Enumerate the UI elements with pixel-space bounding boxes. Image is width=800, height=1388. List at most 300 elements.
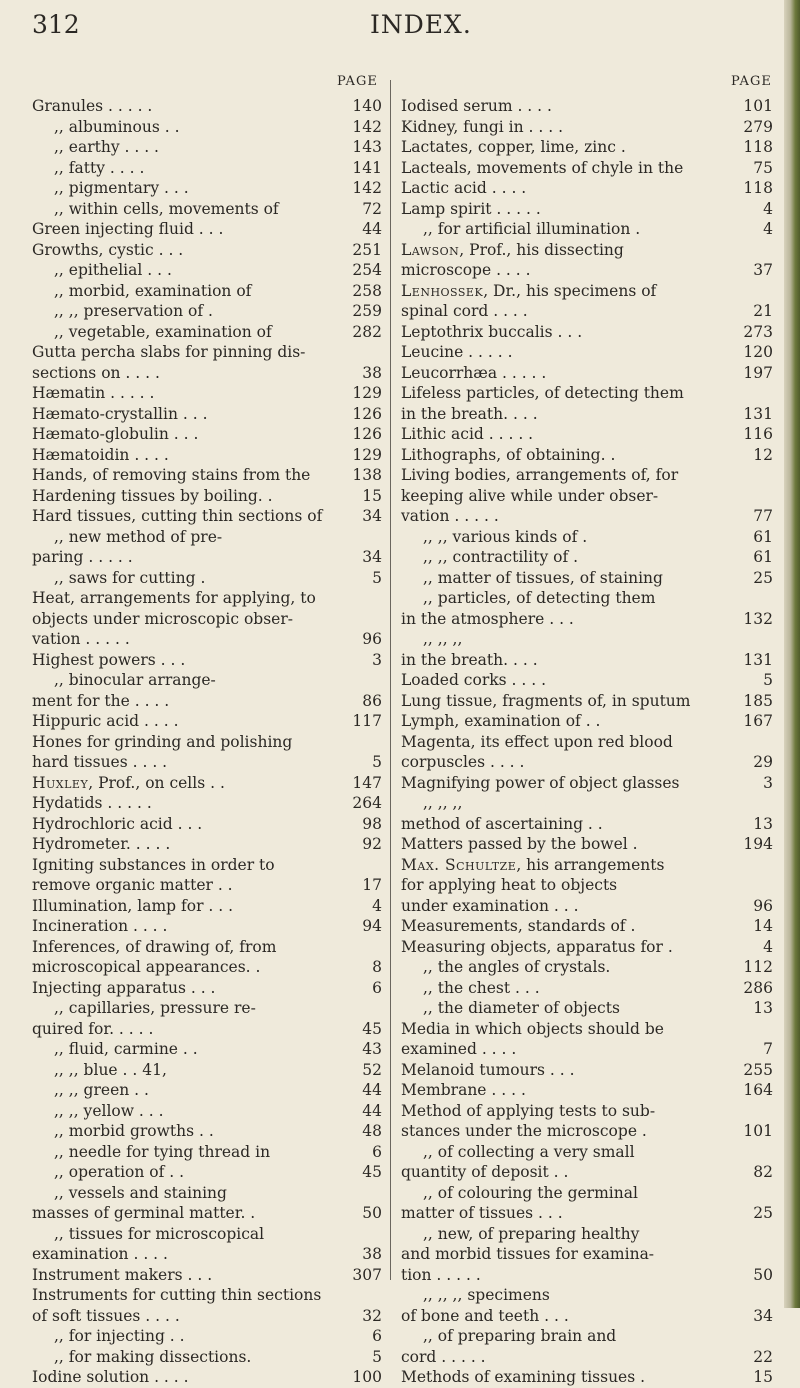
entry-text: ,, vessels and staining [54, 1183, 227, 1202]
index-entry [401, 178, 773, 199]
entry-text: ,, binocular arrange- [54, 671, 216, 689]
entry-page-number: 45 [362, 1019, 382, 1038]
entry-page-number: 48 [362, 1122, 382, 1140]
entry-page-number: 96 [753, 896, 773, 915]
index-entry [32, 158, 382, 179]
entry-page-number: 32 [362, 1306, 382, 1325]
index-entry [32, 1101, 382, 1122]
entry-text: masses of germinal matter. . [32, 1204, 256, 1222]
entry-text: keeping alive while under obser- [401, 486, 659, 505]
index-entry [401, 937, 773, 958]
index-entry [32, 486, 382, 507]
entry-text: Incineration . . . . [32, 917, 168, 935]
entry-text: ,, ,, various kinds of . [423, 527, 588, 546]
entry-page-number: 50 [753, 1265, 773, 1284]
entry-text: Leptothrix buccalis . . . [401, 322, 583, 341]
index-entry [32, 629, 382, 650]
index-entry [401, 691, 773, 712]
entry-page-number: 100 [352, 1368, 382, 1386]
index-entry [32, 773, 382, 794]
index-entry [32, 1367, 382, 1388]
entry-text: ,, of collecting a very small [423, 1142, 635, 1161]
entry-text: Lactates, copper, lime, zinc . [401, 138, 626, 156]
index-entry [401, 978, 773, 999]
entry-page-number: 44 [362, 220, 382, 238]
index-entry [401, 1101, 773, 1122]
entry-text: Hydatids . . . . . [32, 794, 152, 812]
index-entry [401, 240, 773, 261]
entry-text: Igniting substances in order to [32, 855, 275, 874]
entry-text: tion . . . . . [401, 1265, 481, 1284]
entry-page-number: 6 [372, 1142, 382, 1161]
entry-text: Hydrochloric acid . . . [32, 814, 203, 833]
index-entry [401, 875, 773, 896]
entry-text: Lithographs, of obtaining. . [401, 445, 616, 464]
index-entry [32, 568, 382, 589]
entry-text: ,, ,, contractility of . [423, 548, 579, 566]
index-entry [32, 1326, 382, 1347]
index-entry [32, 1265, 382, 1286]
index-entry [32, 219, 382, 240]
entry-text: examined . . . . [401, 1040, 517, 1058]
index-entry [32, 527, 382, 548]
entry-text: Lenhossek, Dr., his specimens of [401, 281, 657, 300]
entry-page-number: 5 [372, 753, 382, 771]
index-entry [401, 650, 773, 671]
index-entry [32, 445, 382, 466]
entry-text: Iodine solution . . . . [32, 1368, 189, 1386]
entry-page-number: 94 [362, 917, 382, 935]
index-entry [32, 896, 382, 917]
page-column-label: PAGE [337, 74, 378, 89]
entry-text: ,, for making dissections. [54, 1347, 252, 1366]
entry-text: method of ascertaining . . [401, 814, 603, 833]
entry-text: Lung tissue, fragments of, in sputum [401, 691, 691, 710]
index-entry [401, 1142, 773, 1163]
entry-page-number: 50 [362, 1204, 382, 1222]
entry-page-number: 38 [362, 1245, 382, 1263]
index-entry [401, 1265, 773, 1286]
entry-text: Matters passed by the bowel . [401, 835, 638, 853]
entry-page-number: 116 [743, 425, 773, 443]
entry-text: ,, needle for tying thread in [54, 1142, 271, 1161]
entry-text: ,, new, of preparing healthy [423, 1224, 640, 1243]
entry-text: ,, the chest . . . [423, 978, 540, 997]
index-entry [32, 465, 382, 486]
index-entry [401, 383, 773, 404]
entry-text: Measuring objects, apparatus for . [401, 937, 673, 956]
entry-page-number: 138 [352, 466, 382, 484]
entry-page-number: 98 [362, 814, 382, 833]
index-entry [32, 137, 382, 158]
entry-page-number: 61 [753, 548, 773, 566]
entry-text: Inferences, of drawing of, from [32, 937, 277, 956]
entry-text: Lawson, Prof., his dissecting [401, 240, 624, 259]
entry-page-number: 255 [743, 1060, 773, 1079]
entry-text: for applying heat to objects [401, 876, 618, 894]
column-divider [390, 80, 391, 1280]
entry-page-number: 34 [362, 507, 382, 525]
index-entry [32, 1203, 382, 1224]
entry-text: ,, tissues for microscopical [54, 1224, 265, 1243]
right-entry-list [401, 96, 773, 1388]
index-entry [32, 937, 382, 958]
entry-text: Leucine . . . . . [401, 343, 513, 361]
index-entry [32, 240, 382, 261]
index-entry [401, 1121, 773, 1142]
entry-text: Media in which objects should be [401, 1019, 664, 1038]
entry-page-number: 118 [743, 138, 773, 156]
entry-page-number: 14 [753, 917, 773, 935]
entry-text: Huxley, Prof., on cells . . [32, 773, 225, 792]
entry-page-number: 61 [753, 527, 773, 546]
entry-text: ,, of preparing brain and [423, 1327, 617, 1345]
entry-text: ,, epithelial . . . [54, 261, 172, 279]
entry-text: in the breath. . . . [401, 650, 538, 669]
entry-page-number: 8 [372, 958, 382, 976]
index-entry [401, 424, 773, 445]
entry-page-number: 52 [362, 1060, 382, 1079]
index-entry [32, 875, 382, 896]
index-entry [401, 1060, 773, 1081]
index-entry [401, 1347, 773, 1368]
index-entry [401, 670, 773, 691]
index-entry [32, 609, 382, 630]
index-entry [32, 1285, 382, 1306]
entry-page-number: 7 [763, 1040, 773, 1058]
entry-page-number: 120 [743, 343, 773, 361]
index-entry [401, 793, 773, 814]
entry-page-number: 147 [352, 773, 382, 792]
entry-page-number: 167 [743, 712, 773, 730]
index-entry [32, 752, 382, 773]
entry-text: ,, operation of . . [54, 1163, 185, 1181]
index-entry [401, 609, 773, 630]
index-entry [32, 424, 382, 445]
index-entry [401, 568, 773, 589]
entry-text: Max. Schultze, his arrangements [401, 855, 665, 874]
index-entry [32, 670, 382, 691]
entry-text: ,, vegetable, examination of [54, 322, 272, 341]
index-entry [32, 916, 382, 937]
index-entry [401, 445, 773, 466]
entry-text: Method of applying tests to sub- [401, 1101, 656, 1120]
index-entry [401, 547, 773, 568]
index-entry [401, 1183, 773, 1204]
entry-text: ,, ,, green . . [54, 1081, 149, 1099]
entry-page-number: 264 [352, 794, 382, 812]
entry-page-number: 286 [743, 978, 773, 997]
entry-text: Highest powers . . . [32, 650, 186, 669]
entry-text: ,, the diameter of objects [423, 999, 620, 1017]
index-entry [401, 486, 773, 507]
entry-text: stances under the microscope . [401, 1122, 647, 1140]
entry-page-number: 13 [753, 814, 773, 833]
entry-text: Hones for grinding and polishing [32, 732, 293, 751]
entry-page-number: 185 [743, 691, 773, 710]
entry-text: in the atmosphere . . . [401, 609, 574, 628]
index-entry [401, 1367, 773, 1388]
index-entry [401, 404, 773, 425]
entry-text: ,, ,, yellow . . . [54, 1101, 164, 1120]
index-entry [32, 732, 382, 753]
entry-page-number: 21 [753, 302, 773, 320]
entry-text: ,, particles, of detecting them [423, 589, 656, 607]
entry-page-number: 34 [362, 548, 382, 566]
entry-text: Instruments for cutting thin sections [32, 1286, 322, 1304]
entry-page-number: 142 [352, 117, 382, 136]
entry-page-number: 140 [352, 97, 382, 115]
index-entry [401, 322, 773, 343]
entry-text: of bone and teeth . . . [401, 1306, 569, 1325]
entry-page-number: 194 [743, 835, 773, 853]
entry-text: of soft tissues . . . . [32, 1306, 180, 1325]
entry-text: in the breath. . . . [401, 404, 538, 423]
entry-page-number: 129 [352, 445, 382, 464]
entry-text: quantity of deposit . . [401, 1163, 569, 1181]
page-number: 312 [32, 10, 80, 39]
entry-text: paring . . . . . [32, 548, 133, 566]
entry-text: Hard tissues, cutting thin sections of [32, 507, 323, 525]
entry-text: Lifeless particles, of detecting them [401, 384, 684, 402]
index-entry [32, 793, 382, 814]
entry-page-number: 17 [362, 876, 382, 894]
entry-page-number: 4 [372, 896, 382, 915]
entry-text: Hæmatin . . . . . [32, 384, 155, 402]
index-entry [401, 711, 773, 732]
entry-text: ,, fatty . . . . [54, 158, 145, 177]
entry-page-number: 197 [743, 363, 773, 382]
entry-text: Kidney, fungi in . . . . [401, 117, 564, 136]
index-entry [32, 978, 382, 999]
entry-text: under examination . . . [401, 896, 579, 915]
entry-text: Hands, of removing stains from the [32, 466, 311, 484]
entry-text: vation . . . . . [401, 507, 499, 525]
entry-page-number: 118 [743, 179, 773, 197]
entry-text: sections on . . . . [32, 363, 160, 382]
entry-page-number: 86 [362, 691, 382, 710]
entry-text: Lactic acid . . . . [401, 179, 527, 197]
index-entry [32, 1306, 382, 1327]
entry-page-number: 5 [372, 568, 382, 587]
index-entry [401, 752, 773, 773]
entry-page-number: 29 [753, 753, 773, 771]
entry-page-number: 44 [362, 1081, 382, 1099]
entry-text: Heat, arrangements for applying, to [32, 589, 316, 607]
index-entry [401, 1326, 773, 1347]
entry-text: ,, ,, ,, [423, 630, 463, 648]
index-entry [401, 219, 773, 240]
entry-text: ,, ,, ,, specimens [423, 1286, 550, 1304]
entry-text: examination . . . . [32, 1245, 168, 1263]
entry-text: ,, matter of tissues, of staining [423, 568, 663, 587]
entry-text: objects under microscopic obser- [32, 609, 293, 628]
entry-page-number: 101 [743, 1122, 773, 1140]
entry-page-number: 3 [372, 650, 382, 669]
entry-text: Loaded corks . . . . [401, 671, 546, 689]
entry-page-number: 44 [362, 1101, 382, 1120]
index-entry [32, 1347, 382, 1368]
entry-page-number: 34 [753, 1306, 773, 1325]
index-entry [401, 527, 773, 548]
entry-text: ,, fluid, carmine . . [54, 1040, 198, 1058]
entry-page-number: 126 [352, 404, 382, 423]
index-entry [401, 1019, 773, 1040]
index-entry [401, 260, 773, 281]
entry-text: corpuscles . . . . [401, 753, 525, 771]
index-entry [32, 301, 382, 322]
entry-page-number: 164 [743, 1081, 773, 1099]
entry-page-number: 131 [743, 404, 773, 423]
index-entry [32, 691, 382, 712]
entry-page-number: 25 [753, 568, 773, 587]
entry-page-number: 112 [743, 958, 773, 976]
index-entry [32, 1183, 382, 1204]
entry-page-number: 43 [362, 1040, 382, 1058]
entry-page-number: 142 [352, 179, 382, 197]
index-entry [401, 629, 773, 650]
index-entry [401, 117, 773, 138]
entry-text: ,, of colouring the germinal [423, 1183, 638, 1202]
entry-text: Lamp spirit . . . . . [401, 199, 541, 218]
index-entry [32, 1224, 382, 1245]
index-entry [401, 281, 773, 302]
entry-page-number: 96 [362, 630, 382, 648]
index-entry [32, 1162, 382, 1183]
entry-page-number: 22 [753, 1347, 773, 1366]
entry-page-number: 45 [362, 1163, 382, 1181]
entry-text: ,, within cells, movements of [54, 199, 279, 218]
entry-page-number: 101 [743, 97, 773, 115]
index-entry [32, 957, 382, 978]
index-entry [32, 383, 382, 404]
index-entry [401, 96, 773, 117]
entry-text: ,, morbid, examination of [54, 281, 252, 300]
entry-text: ,, albuminous . . [54, 117, 180, 136]
index-entry [32, 547, 382, 568]
index-entry [401, 1039, 773, 1060]
index-entry [32, 96, 382, 117]
page-column-label: PAGE [731, 74, 772, 89]
index-entry [32, 1121, 382, 1142]
entry-text: ,, saws for cutting . [54, 568, 206, 587]
entry-text: Green injecting fluid . . . [32, 220, 224, 238]
entry-text: Lymph, examination of . . [401, 712, 601, 730]
index-entry [401, 301, 773, 322]
entry-page-number: 6 [372, 1327, 382, 1345]
entry-text: spinal cord . . . . [401, 302, 528, 320]
index-entry [401, 1244, 773, 1265]
entry-text: Injecting apparatus . . . [32, 978, 216, 997]
entry-page-number: 5 [372, 1347, 382, 1366]
entry-text: Magnifying power of object glasses [401, 773, 680, 792]
entry-text: Iodised serum . . . . [401, 97, 552, 115]
entry-text: Illumination, lamp for . . . [32, 896, 234, 915]
index-entry [32, 178, 382, 199]
entry-page-number: 258 [352, 281, 382, 300]
entry-text: ,, ,, preservation of . [54, 302, 213, 320]
entry-text: ,, pigmentary . . . [54, 179, 189, 197]
index-entry [32, 855, 382, 876]
entry-page-number: 92 [362, 835, 382, 853]
index-entry [401, 998, 773, 1019]
index-entry [32, 281, 382, 302]
index-entry [32, 404, 382, 425]
index-entry [32, 834, 382, 855]
index-entry [32, 998, 382, 1019]
entry-text: ,, new method of pre- [54, 527, 223, 546]
index-entry [401, 588, 773, 609]
index-entry [401, 814, 773, 835]
entry-page-number: 38 [362, 363, 382, 382]
index-entry [32, 1080, 382, 1101]
index-entry [32, 1039, 382, 1060]
entry-page-number: 126 [352, 425, 382, 443]
entry-page-number: 251 [352, 240, 382, 259]
entry-page-number: 25 [753, 1204, 773, 1222]
index-entry [401, 1285, 773, 1306]
entry-text: Growths, cystic . . . [32, 240, 184, 259]
entry-text: Leucorrhæa . . . . . [401, 363, 547, 382]
entry-page-number: 143 [352, 138, 382, 156]
entry-page-number: 279 [743, 117, 773, 136]
entry-text: Instrument makers . . . [32, 1265, 213, 1284]
entry-text: ,, for injecting . . [54, 1327, 185, 1345]
entry-page-number: 75 [753, 158, 773, 177]
entry-page-number: 129 [352, 384, 382, 402]
entry-page-number: 5 [763, 671, 773, 689]
entry-page-number: 4 [763, 937, 773, 956]
index-entry [32, 1019, 382, 1040]
entry-page-number: 72 [362, 199, 382, 218]
index-entry [401, 1162, 773, 1183]
index-entry [401, 957, 773, 978]
index-entry [401, 137, 773, 158]
entry-page-number: 259 [352, 302, 382, 320]
entry-text: and morbid tissues for examina- [401, 1245, 655, 1263]
entry-text: vation . . . . . [32, 630, 130, 648]
index-entry [32, 711, 382, 732]
entry-page-number: 131 [743, 650, 773, 669]
entry-text: ,, ,, blue . . 41, [54, 1060, 167, 1079]
index-entry [401, 732, 773, 753]
entry-text: Hæmato-globulin . . . [32, 425, 199, 443]
entry-page-number: 15 [362, 486, 382, 505]
entry-page-number: 132 [743, 609, 773, 628]
entry-page-number: 3 [763, 773, 773, 792]
index-entry [32, 199, 382, 220]
entry-text: Melanoid tumours . . . [401, 1060, 575, 1079]
entry-text: Measurements, standards of . [401, 917, 636, 935]
entry-page-number: 273 [743, 322, 773, 341]
entry-text: Lacteals, movements of chyle in the [401, 158, 684, 177]
index-entry [32, 650, 382, 671]
entry-text: Lithic acid . . . . . [401, 425, 534, 443]
left-entry-list [32, 96, 382, 1388]
index-entry [401, 916, 773, 937]
index-entry [401, 1203, 773, 1224]
entry-page-number: 307 [352, 1265, 382, 1284]
entry-text: cord . . . . . [401, 1347, 486, 1366]
index-entry [401, 834, 773, 855]
page-title: INDEX. [370, 10, 472, 39]
entry-text: Methods of examining tissues . [401, 1368, 646, 1386]
index-entry [32, 1244, 382, 1265]
entry-text: ment for the . . . . [32, 691, 170, 710]
entry-text: ,, ,, ,, [423, 794, 463, 812]
entry-text: ,, capillaries, pressure re- [54, 999, 256, 1017]
entry-text: quired for. . . . . [32, 1019, 154, 1038]
